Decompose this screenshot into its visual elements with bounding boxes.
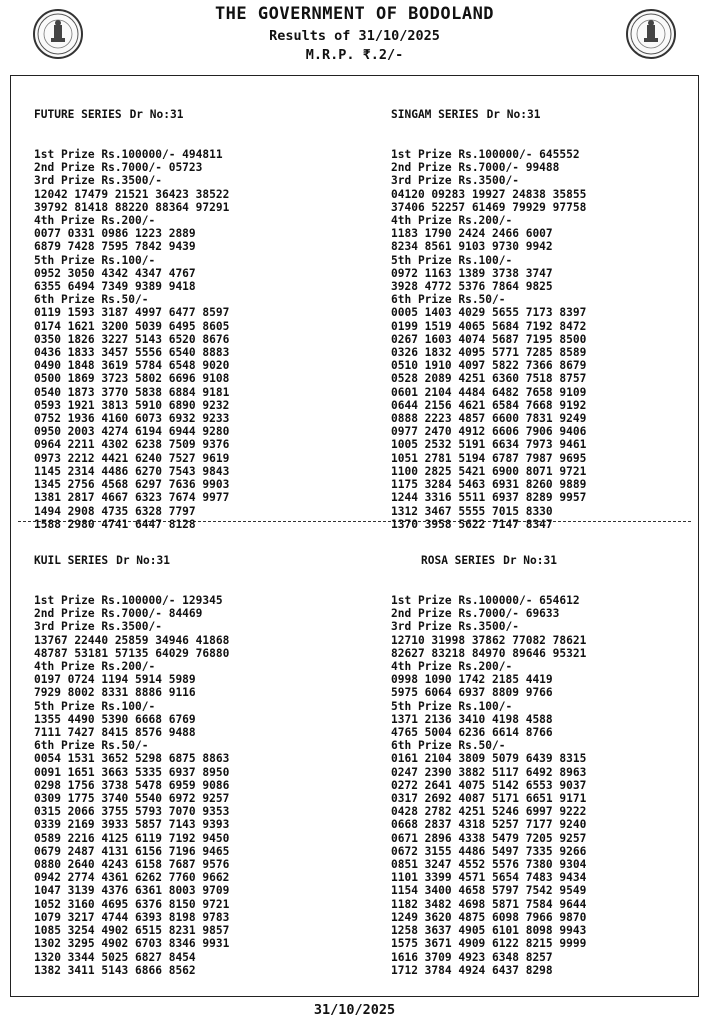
number-row: 1182 3482 4698 5871 7584 9644 xyxy=(391,897,587,911)
number-row: 8234 8561 9103 9730 9942 xyxy=(391,240,553,254)
number-row: 6355 6494 7349 9389 9418 xyxy=(34,280,196,294)
number-row: 0540 1873 3770 5838 6884 9181 xyxy=(34,385,230,399)
number-row: 0671 2896 4338 5479 7205 9257 xyxy=(391,831,587,845)
number-row: 0752 1936 4160 6073 6932 9233 xyxy=(34,412,230,426)
number-row: 1154 3400 4658 5797 7542 9549 xyxy=(391,884,587,898)
number-row: 0247 2390 3882 5117 6492 8963 xyxy=(391,765,587,779)
number-row: 0339 2169 3933 5857 7143 9393 xyxy=(34,818,230,832)
number-row: 0973 2212 4421 6240 7527 9619 xyxy=(34,451,230,465)
number-row: 1047 3139 4376 6361 8003 9709 xyxy=(34,884,230,898)
number-row: 5975 6064 6937 8809 9766 xyxy=(391,686,553,700)
number-row: 0851 3247 4552 5576 7380 9304 xyxy=(391,858,587,872)
number-row: 1371 2136 3410 4198 4588 xyxy=(391,712,553,726)
number-row: 0593 1921 3813 5910 6890 9232 xyxy=(34,398,230,412)
header xyxy=(0,0,709,70)
number-row: 0161 2104 3809 5079 6439 8315 xyxy=(391,752,587,766)
number-row: 1244 3316 5511 6937 8289 9957 xyxy=(391,491,587,505)
prize-line: 3rd Prize Rs.3500/- xyxy=(34,174,162,188)
number-row: 1575 3671 4909 6122 8215 9999 xyxy=(391,937,587,951)
number-row: 0267 1603 4074 5687 7195 8500 xyxy=(391,332,587,346)
number-row: 0298 1756 3738 5478 6959 9086 xyxy=(34,778,230,792)
number-row: 1051 2781 5194 6787 7987 9695 xyxy=(391,451,587,465)
number-row: 1345 2756 4568 6297 7636 9903 xyxy=(34,478,230,492)
draw-number: Dr No:31 xyxy=(129,108,184,122)
number-row: 1588 2980 4741 6447 8128 xyxy=(34,517,196,531)
series-block-future xyxy=(34,82,229,544)
prize-line: 6th Prize Rs.50/- xyxy=(391,739,506,753)
prize-line: 3rd Prize Rs.3500/- xyxy=(391,174,519,188)
page-title: THE GOVERNMENT OF BODOLAND xyxy=(214,4,495,24)
draw-number: Dr No:31 xyxy=(116,554,170,568)
number-row: 1100 2825 5421 6900 8071 9721 xyxy=(391,464,587,478)
number-row: 0490 1848 3619 5784 6548 9020 xyxy=(34,359,230,373)
prize-line: 3rd Prize Rs.3500/- xyxy=(34,620,162,634)
number-row: 82627 83218 84970 89646 95321 xyxy=(391,646,587,660)
number-row: 7929 8002 8331 8886 9116 xyxy=(34,686,196,700)
number-row: 0950 2003 4274 6194 6944 9280 xyxy=(34,425,230,439)
draw-number: Dr No:31 xyxy=(503,554,557,568)
number-row: 1312 3467 5555 7015 8330 xyxy=(391,504,553,518)
series-name: ROSA SERIES xyxy=(421,554,496,568)
number-row: 0589 2216 4125 6119 7192 9450 xyxy=(34,831,230,845)
number-row: 0005 1403 4029 5655 7173 8397 xyxy=(391,306,587,320)
number-row: 0977 2470 4912 6606 7906 9406 xyxy=(391,425,587,439)
number-row: 1052 3160 4695 6376 8150 9721 xyxy=(34,897,230,911)
series-block-singam xyxy=(391,82,586,544)
number-row: 0428 2782 4251 5246 6997 9222 xyxy=(391,805,587,819)
series-header xyxy=(34,554,229,567)
prize-line: 1st Prize Rs.100000/- 645552 xyxy=(391,148,580,162)
number-row: 0091 1651 3663 5335 6937 8950 xyxy=(34,765,230,779)
prize-line: 1st Prize Rs.100000/- 129345 xyxy=(34,594,223,608)
number-row: 04120 09283 19927 24838 35855 xyxy=(391,187,587,201)
number-row: 0309 1775 3740 5540 6972 9257 xyxy=(34,792,230,806)
prize-line: 5th Prize Rs.100/- xyxy=(34,253,156,267)
number-row: 0888 2223 4857 6600 7831 9249 xyxy=(391,412,587,426)
number-row: 1370 3958 5622 7147 8347 xyxy=(391,517,553,531)
prize-line: 4th Prize Rs.200/- xyxy=(391,660,513,674)
number-row: 0174 1621 3200 5039 6495 8605 xyxy=(34,319,230,333)
number-row: 1145 2314 4486 6270 7543 9843 xyxy=(34,464,230,478)
number-row: 0998 1090 1742 2185 4419 xyxy=(391,673,553,687)
series-header xyxy=(391,108,586,121)
prize-line: 6th Prize Rs.50/- xyxy=(34,739,149,753)
number-row: 4765 5004 6236 6614 8766 xyxy=(391,726,553,740)
prize-line: 4th Prize Rs.200/- xyxy=(34,214,156,228)
prize-line: 2nd Prize Rs.7000/- 69633 xyxy=(391,607,560,621)
number-row: 1005 2532 5191 6634 7973 9461 xyxy=(391,438,587,452)
prize-line: 2nd Prize Rs.7000/- 99488 xyxy=(391,161,560,175)
number-row: 1616 3709 4923 6348 8257 xyxy=(391,950,553,964)
prize-line: 1st Prize Rs.100000/- 654612 xyxy=(391,594,580,608)
prize-line: 5th Prize Rs.100/- xyxy=(391,699,513,713)
number-row: 12042 17479 21521 36423 38522 xyxy=(34,187,230,201)
number-row: 0972 1163 1389 3738 3747 xyxy=(391,266,553,280)
number-row: 0199 1519 4065 5684 7192 8472 xyxy=(391,319,587,333)
number-row: 0528 2089 4251 6360 7518 8757 xyxy=(391,372,587,386)
number-row: 0054 1531 3652 5298 6875 8863 xyxy=(34,752,230,766)
number-row: 48787 53181 57135 64029 76880 xyxy=(34,646,230,660)
series-block-kuil xyxy=(34,528,229,990)
number-row: 1302 3295 4902 6703 8346 9931 xyxy=(34,937,230,951)
number-row: 0326 1832 4095 5771 7285 8589 xyxy=(391,346,587,360)
number-row: 0077 0331 0986 1223 2889 xyxy=(34,227,196,241)
number-row: 0500 1869 3723 5802 6696 9108 xyxy=(34,372,230,386)
prize-line: 4th Prize Rs.200/- xyxy=(34,660,156,674)
number-row: 1712 3784 4924 6437 8298 xyxy=(391,963,553,977)
number-row: 0952 3050 4342 4347 4767 xyxy=(34,266,196,280)
number-row: 39792 81418 88220 88364 97291 xyxy=(34,200,230,214)
number-row: 1258 3637 4905 6101 8098 9943 xyxy=(391,924,587,938)
number-row: 1183 1790 2424 2466 6007 xyxy=(391,227,553,241)
number-row: 0272 2641 4075 5142 6553 9037 xyxy=(391,778,587,792)
number-row: 7111 7427 8415 8576 9488 xyxy=(34,726,196,740)
series-name: KUIL SERIES xyxy=(34,554,109,568)
series-header xyxy=(391,554,586,567)
number-row: 0315 2066 3755 5793 7070 9353 xyxy=(34,805,230,819)
number-row: 0644 2156 4621 6584 7668 9192 xyxy=(391,398,587,412)
number-row: 0942 2774 4361 6262 7760 9662 xyxy=(34,871,230,885)
prize-line: 6th Prize Rs.50/- xyxy=(391,293,506,307)
number-row: 1382 3411 5143 6866 8562 xyxy=(34,963,196,977)
number-row: 1320 3344 5025 6827 8454 xyxy=(34,950,196,964)
number-row: 13767 22440 25859 34946 41868 xyxy=(34,633,230,647)
number-row: 0880 2640 4243 6158 7687 9576 xyxy=(34,858,230,872)
number-row: 1085 3254 4902 6515 8231 9857 xyxy=(34,924,230,938)
number-row: 6879 7428 7595 7842 9439 xyxy=(34,240,196,254)
number-row: 0964 2211 4302 6238 7509 9376 xyxy=(34,438,230,452)
series-name: FUTURE SERIES xyxy=(34,108,122,122)
number-row: 0668 2837 4318 5257 7177 9240 xyxy=(391,818,587,832)
number-row: 1101 3399 4571 5654 7483 9434 xyxy=(391,871,587,885)
number-row: 1494 2908 4735 6328 7797 xyxy=(34,504,196,518)
mrp-price: M.R.P. ₹.2/- xyxy=(305,47,404,63)
number-row: 1249 3620 4875 6098 7966 9870 xyxy=(391,910,587,924)
prize-line: 5th Prize Rs.100/- xyxy=(391,253,513,267)
results-date: Results of 31/10/2025 xyxy=(269,28,440,44)
number-row: 37406 52257 61469 79929 97758 xyxy=(391,200,587,214)
number-row: 1175 3284 5463 6931 8260 9889 xyxy=(391,478,587,492)
prize-line: 1st Prize Rs.100000/- 494811 xyxy=(34,148,223,162)
prize-line: 6th Prize Rs.50/- xyxy=(34,293,149,307)
number-row: 3928 4772 5376 7864 9825 xyxy=(391,280,553,294)
series-block-rosa xyxy=(391,528,586,990)
number-row: 1079 3217 4744 6393 8198 9783 xyxy=(34,910,230,924)
number-row: 0317 2692 4087 5171 6651 9171 xyxy=(391,792,587,806)
number-row: 0601 2104 4484 6482 7658 9109 xyxy=(391,385,587,399)
number-row: 0350 1826 3227 5143 6520 8676 xyxy=(34,332,230,346)
series-name: SINGAM SERIES xyxy=(391,108,479,122)
number-row: 0119 1593 3187 4997 6477 8597 xyxy=(34,306,230,320)
number-row: 0672 3155 4486 5497 7335 9266 xyxy=(391,844,587,858)
number-row: 0510 1910 4097 5822 7366 8679 xyxy=(391,359,587,373)
footer-date: 31/10/2025 xyxy=(313,1002,396,1018)
government-seal-icon xyxy=(626,9,676,59)
draw-number: Dr No:31 xyxy=(486,108,541,122)
prize-line: 3rd Prize Rs.3500/- xyxy=(391,620,519,634)
prize-line: 4th Prize Rs.200/- xyxy=(391,214,513,228)
series-header xyxy=(34,108,229,121)
prize-line: 2nd Prize Rs.7000/- 84469 xyxy=(34,607,203,621)
number-row: 0679 2487 4131 6156 7196 9465 xyxy=(34,844,230,858)
prize-line: 5th Prize Rs.100/- xyxy=(34,699,156,713)
prize-line: 2nd Prize Rs.7000/- 05723 xyxy=(34,161,203,175)
number-row: 1355 4490 5390 6668 6769 xyxy=(34,712,196,726)
number-row: 0436 1833 3457 5556 6540 8883 xyxy=(34,346,230,360)
number-row: 12710 31998 37862 77082 78621 xyxy=(391,633,587,647)
number-row: 1381 2817 4667 6323 7674 9977 xyxy=(34,491,230,505)
number-row: 0197 0724 1194 5914 5989 xyxy=(34,673,196,687)
